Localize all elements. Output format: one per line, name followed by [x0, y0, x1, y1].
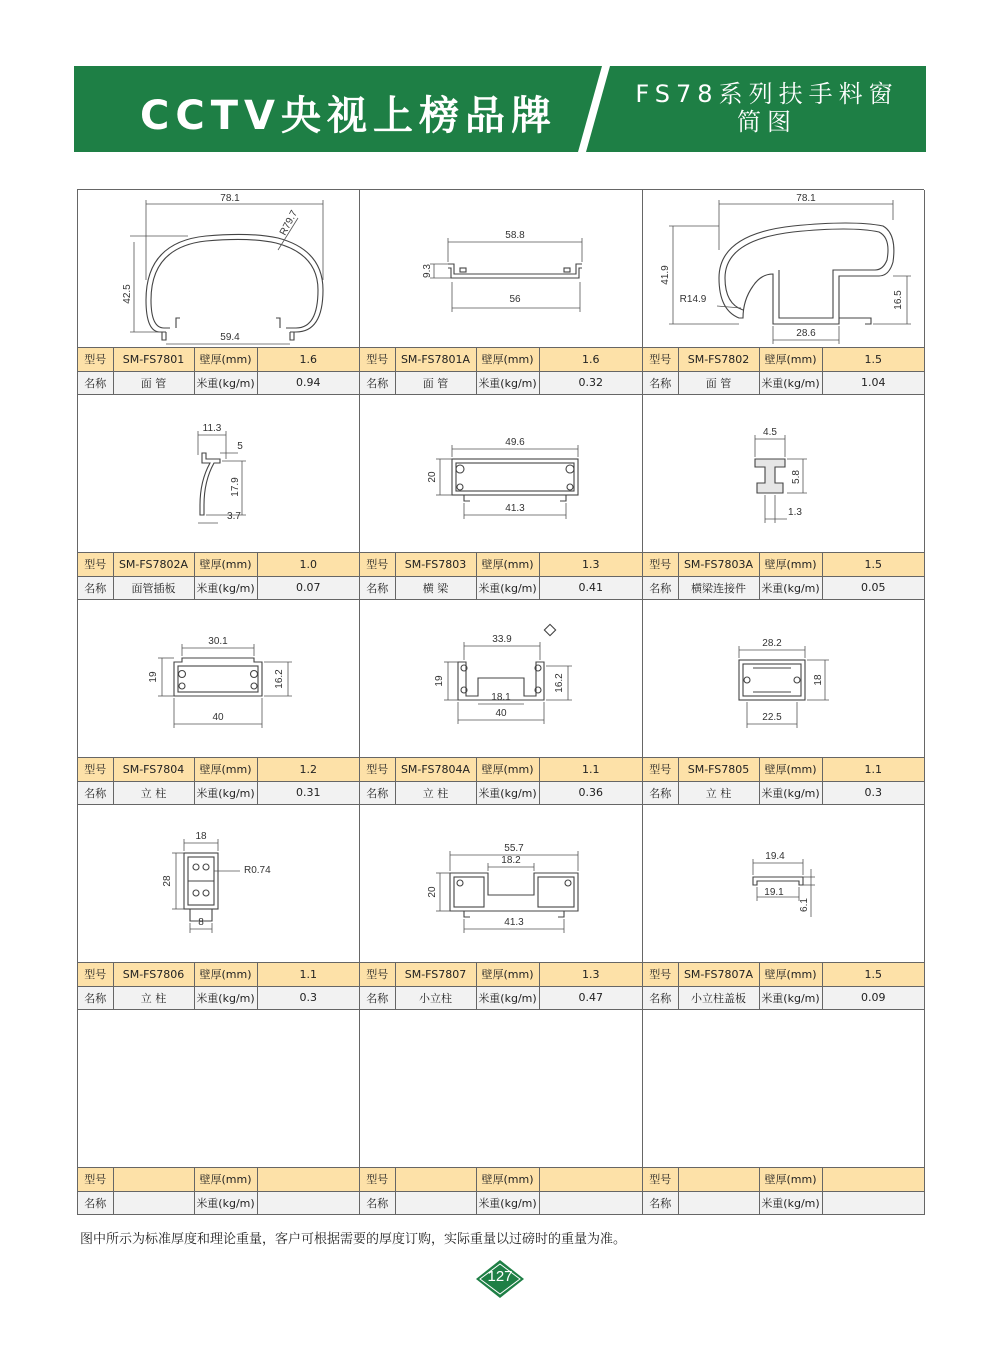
name-label: 名称	[78, 1191, 113, 1214]
name-label: 名称	[78, 371, 113, 394]
page-number: 127	[487, 1268, 513, 1285]
profile-sketch	[360, 805, 643, 963]
model-value: SM-FS7803	[395, 553, 476, 576]
model-label: 型号	[78, 1168, 113, 1191]
dim-label: 19.4	[765, 851, 785, 862]
thickness-label: 壁厚(mm)	[759, 963, 822, 986]
profile-sketch	[643, 600, 925, 758]
weight-label: 米重(kg/m)	[476, 576, 539, 599]
profile-cell	[643, 190, 925, 395]
profile-cell	[643, 805, 925, 1010]
thickness-label: 壁厚(mm)	[759, 348, 822, 371]
model-label: 型号	[360, 348, 395, 371]
model-value	[678, 1168, 759, 1191]
weight-label: 米重(kg/m)	[759, 576, 822, 599]
profile-drawing	[360, 805, 642, 963]
dim-label: 11.3	[202, 423, 222, 434]
page-number-badge	[474, 1258, 526, 1300]
profile-sketch	[643, 805, 925, 963]
profile-sketch	[78, 190, 360, 348]
name-value	[678, 1191, 759, 1214]
spec-table	[78, 348, 359, 394]
name-label: 名称	[643, 1191, 678, 1214]
name-value: 面管插板	[113, 576, 194, 599]
profile-cell	[643, 600, 925, 805]
thickness-label: 壁厚(mm)	[194, 553, 257, 576]
dim-label: 78.1	[220, 193, 240, 204]
dim-label: 4.5	[763, 427, 777, 438]
dim-label: 59.4	[220, 332, 240, 343]
series-title-line1: FS78系列扶手料窗	[635, 80, 899, 108]
thickness-label: 壁厚(mm)	[194, 1168, 257, 1191]
thickness-label: 壁厚(mm)	[476, 963, 539, 986]
dim-label: 40	[212, 712, 224, 723]
profile-drawing	[78, 1010, 359, 1168]
name-value	[113, 1191, 194, 1214]
spec-table	[78, 1168, 359, 1214]
dim-label: 28.2	[762, 638, 782, 649]
thickness-value: 1.0	[257, 553, 359, 576]
name-label: 名称	[360, 781, 395, 804]
weight-label: 米重(kg/m)	[759, 371, 822, 394]
dim-label: 22.5	[762, 712, 782, 723]
thickness-value	[539, 1168, 642, 1191]
name-label: 名称	[78, 781, 113, 804]
name-value: 横 梁	[395, 576, 476, 599]
dim-label: 8	[198, 917, 204, 928]
profile-cell	[360, 395, 643, 600]
dim-label: 9.3	[422, 264, 433, 278]
thickness-value: 1.5	[822, 348, 924, 371]
name-value: 面 管	[113, 371, 194, 394]
dim-label: 6.1	[799, 898, 810, 912]
dim-label: R14.9	[679, 294, 707, 305]
series-title-line2: 简图	[737, 108, 797, 136]
dim-label: 19	[434, 675, 445, 687]
weight-label: 米重(kg/m)	[759, 781, 822, 804]
profile-drawing	[78, 600, 359, 758]
weight-value: 0.31	[257, 781, 359, 804]
name-label: 名称	[643, 781, 678, 804]
dim-label: 28.6	[796, 328, 816, 339]
model-value: SM-FS7806	[113, 963, 194, 986]
name-label: 名称	[643, 371, 678, 394]
spec-table	[643, 553, 924, 599]
profile-cell	[78, 190, 360, 395]
name-label: 名称	[78, 986, 113, 1009]
spec-table	[643, 963, 924, 1009]
brand-title: CCTV央视上榜品牌	[140, 93, 557, 139]
profile-cell	[78, 600, 360, 805]
profile-sketch	[78, 395, 360, 553]
dim-label: 58.8	[505, 230, 525, 241]
thickness-value: 1.1	[822, 758, 924, 781]
profile-grid	[77, 189, 924, 1215]
dim-label: 19.1	[764, 887, 784, 898]
thickness-value: 1.5	[822, 553, 924, 576]
thickness-value: 1.3	[539, 553, 642, 576]
dim-label: 30.1	[208, 636, 228, 647]
spec-table	[360, 1168, 642, 1214]
weight-value: 0.07	[257, 576, 359, 599]
dim-label: 41.3	[504, 917, 524, 928]
dim-label: 20	[427, 886, 438, 898]
model-value	[395, 1168, 476, 1191]
thickness-label: 壁厚(mm)	[476, 348, 539, 371]
weight-label: 米重(kg/m)	[194, 576, 257, 599]
spec-table	[643, 758, 924, 804]
profile-cell	[360, 190, 643, 395]
model-value	[113, 1168, 194, 1191]
profile-sketch	[78, 600, 360, 758]
name-value: 立 柱	[395, 781, 476, 804]
profile-cell	[643, 395, 925, 600]
thickness-label: 壁厚(mm)	[476, 758, 539, 781]
thickness-value: 1.6	[539, 348, 642, 371]
spec-table	[360, 553, 642, 599]
model-label: 型号	[78, 963, 113, 986]
dim-label: R79.7	[277, 208, 301, 238]
dim-label: 18	[813, 674, 824, 686]
name-value: 立 柱	[113, 986, 194, 1009]
name-value: 立 柱	[113, 781, 194, 804]
weight-label: 米重(kg/m)	[476, 371, 539, 394]
weight-value: 0.36	[539, 781, 642, 804]
dim-label: 41.9	[660, 265, 671, 285]
dim-label: 78.1	[796, 193, 816, 204]
dim-label: 20	[427, 471, 438, 483]
profile-cell	[360, 600, 643, 805]
dim-label: 5.8	[791, 470, 802, 484]
thickness-value: 1.2	[257, 758, 359, 781]
dim-label: 16.2	[554, 673, 565, 693]
profile-drawing	[78, 805, 359, 963]
thickness-value	[822, 1168, 924, 1191]
weight-label: 米重(kg/m)	[194, 781, 257, 804]
model-label: 型号	[360, 1168, 395, 1191]
thickness-label: 壁厚(mm)	[476, 553, 539, 576]
weight-value: 0.09	[822, 986, 924, 1009]
profile-drawing	[360, 600, 642, 758]
dim-label: 28	[162, 875, 173, 887]
profile-cell	[360, 1010, 643, 1215]
profile-drawing	[643, 1010, 924, 1168]
weight-label: 米重(kg/m)	[759, 986, 822, 1009]
profile-drawing	[643, 600, 924, 758]
profile-drawing	[360, 395, 642, 553]
weight-label: 米重(kg/m)	[194, 371, 257, 394]
dim-label: 18.1	[491, 692, 511, 703]
dim-label: 40	[495, 708, 507, 719]
profile-sketch	[360, 600, 643, 758]
spec-table	[78, 758, 359, 804]
weight-value: 1.04	[822, 371, 924, 394]
header-banner	[74, 66, 926, 152]
weight-label: 米重(kg/m)	[476, 1191, 539, 1214]
dim-label: 5	[237, 441, 243, 452]
model-label: 型号	[643, 348, 678, 371]
dim-label: 17.9	[230, 477, 241, 497]
name-value: 面 管	[395, 371, 476, 394]
dim-label: 16.5	[893, 290, 904, 310]
thickness-value	[257, 1168, 359, 1191]
spec-table	[360, 758, 642, 804]
thickness-label: 壁厚(mm)	[194, 963, 257, 986]
spec-table	[78, 963, 359, 1009]
profile-cell	[360, 805, 643, 1010]
name-value: 横梁连接件	[678, 576, 759, 599]
profile-drawing	[643, 805, 924, 963]
weight-label: 米重(kg/m)	[476, 986, 539, 1009]
dim-label: 16.2	[274, 669, 285, 689]
thickness-label: 壁厚(mm)	[759, 553, 822, 576]
model-value: SM-FS7804A	[395, 758, 476, 781]
name-label: 名称	[643, 576, 678, 599]
model-label: 型号	[643, 963, 678, 986]
profile-drawing	[78, 190, 359, 348]
footer-note: 图中所示为标准厚度和理论重量，客户可根据需要的厚度订购，实际重量以过磅时的重量为准。	[80, 1232, 627, 1247]
dim-label: 41.3	[505, 503, 525, 514]
profile-cell	[78, 1010, 360, 1215]
weight-label: 米重(kg/m)	[759, 1191, 822, 1214]
thickness-label: 壁厚(mm)	[194, 758, 257, 781]
profile-sketch	[360, 395, 643, 553]
weight-label: 米重(kg/m)	[194, 986, 257, 1009]
profile-cell	[643, 1010, 925, 1215]
weight-value: 0.94	[257, 371, 359, 394]
model-value: SM-FS7801	[113, 348, 194, 371]
thickness-value: 1.6	[257, 348, 359, 371]
weight-value	[822, 1191, 924, 1214]
profile-sketch	[360, 190, 643, 348]
spec-table	[643, 1168, 924, 1214]
thickness-value: 1.1	[539, 758, 642, 781]
dim-label: 56	[509, 294, 521, 305]
name-value: 小立柱盖板	[678, 986, 759, 1009]
dim-label: 18.2	[501, 855, 521, 866]
model-value: SM-FS7801A	[395, 348, 476, 371]
dim-label: 42.5	[122, 284, 133, 304]
name-label: 名称	[643, 986, 678, 1009]
name-value: 面 管	[678, 371, 759, 394]
model-value: SM-FS7802	[678, 348, 759, 371]
model-label: 型号	[643, 1168, 678, 1191]
dim-label: 18	[195, 831, 207, 842]
weight-value: 0.05	[822, 576, 924, 599]
weight-value: 0.47	[539, 986, 642, 1009]
model-label: 型号	[360, 758, 395, 781]
dim-label: 49.6	[505, 437, 525, 448]
model-value: SM-FS7807	[395, 963, 476, 986]
thickness-value: 1.5	[822, 963, 924, 986]
dim-label: 3.7	[227, 511, 241, 522]
profile-drawing	[360, 190, 642, 348]
spec-table	[360, 963, 642, 1009]
model-label: 型号	[78, 553, 113, 576]
weight-value: 0.3	[822, 781, 924, 804]
model-label: 型号	[360, 553, 395, 576]
model-value: SM-FS7802A	[113, 553, 194, 576]
dim-label: 19	[148, 671, 159, 683]
profile-drawing	[643, 190, 924, 348]
model-value: SM-FS7807A	[678, 963, 759, 986]
thickness-label: 壁厚(mm)	[759, 1168, 822, 1191]
spec-table	[78, 553, 359, 599]
name-label: 名称	[360, 576, 395, 599]
profile-drawing	[78, 395, 359, 553]
weight-value	[539, 1191, 642, 1214]
name-value	[395, 1191, 476, 1214]
model-value: SM-FS7803A	[678, 553, 759, 576]
weight-value: 0.41	[539, 576, 642, 599]
model-label: 型号	[643, 553, 678, 576]
model-value: SM-FS7804	[113, 758, 194, 781]
name-label: 名称	[360, 1191, 395, 1214]
name-value: 立 柱	[678, 781, 759, 804]
name-label: 名称	[360, 986, 395, 1009]
dim-label: 55.7	[504, 843, 524, 854]
model-value: SM-FS7805	[678, 758, 759, 781]
dim-label: 1.3	[788, 507, 802, 518]
model-label: 型号	[360, 963, 395, 986]
weight-value	[257, 1191, 359, 1214]
model-label: 型号	[78, 348, 113, 371]
thickness-label: 壁厚(mm)	[759, 758, 822, 781]
name-label: 名称	[360, 371, 395, 394]
profile-cell	[78, 805, 360, 1010]
weight-value: 0.3	[257, 986, 359, 1009]
weight-value: 0.32	[539, 371, 642, 394]
weight-label: 米重(kg/m)	[476, 781, 539, 804]
spec-table	[643, 348, 924, 394]
profile-sketch	[78, 805, 360, 963]
dim-label: 33.9	[492, 634, 512, 645]
profile-sketch	[643, 190, 925, 348]
model-label: 型号	[643, 758, 678, 781]
profile-drawing	[360, 1010, 642, 1168]
spec-table	[360, 348, 642, 394]
profile-drawing	[643, 395, 924, 553]
name-value: 小立柱	[395, 986, 476, 1009]
dim-label: R0.74	[244, 865, 271, 876]
weight-label: 米重(kg/m)	[194, 1191, 257, 1214]
thickness-label: 壁厚(mm)	[476, 1168, 539, 1191]
name-label: 名称	[78, 576, 113, 599]
model-label: 型号	[78, 758, 113, 781]
thickness-value: 1.3	[539, 963, 642, 986]
thickness-value: 1.1	[257, 963, 359, 986]
profile-cell	[78, 395, 360, 600]
series-title	[622, 80, 912, 136]
profile-sketch	[643, 395, 925, 553]
thickness-label: 壁厚(mm)	[194, 348, 257, 371]
